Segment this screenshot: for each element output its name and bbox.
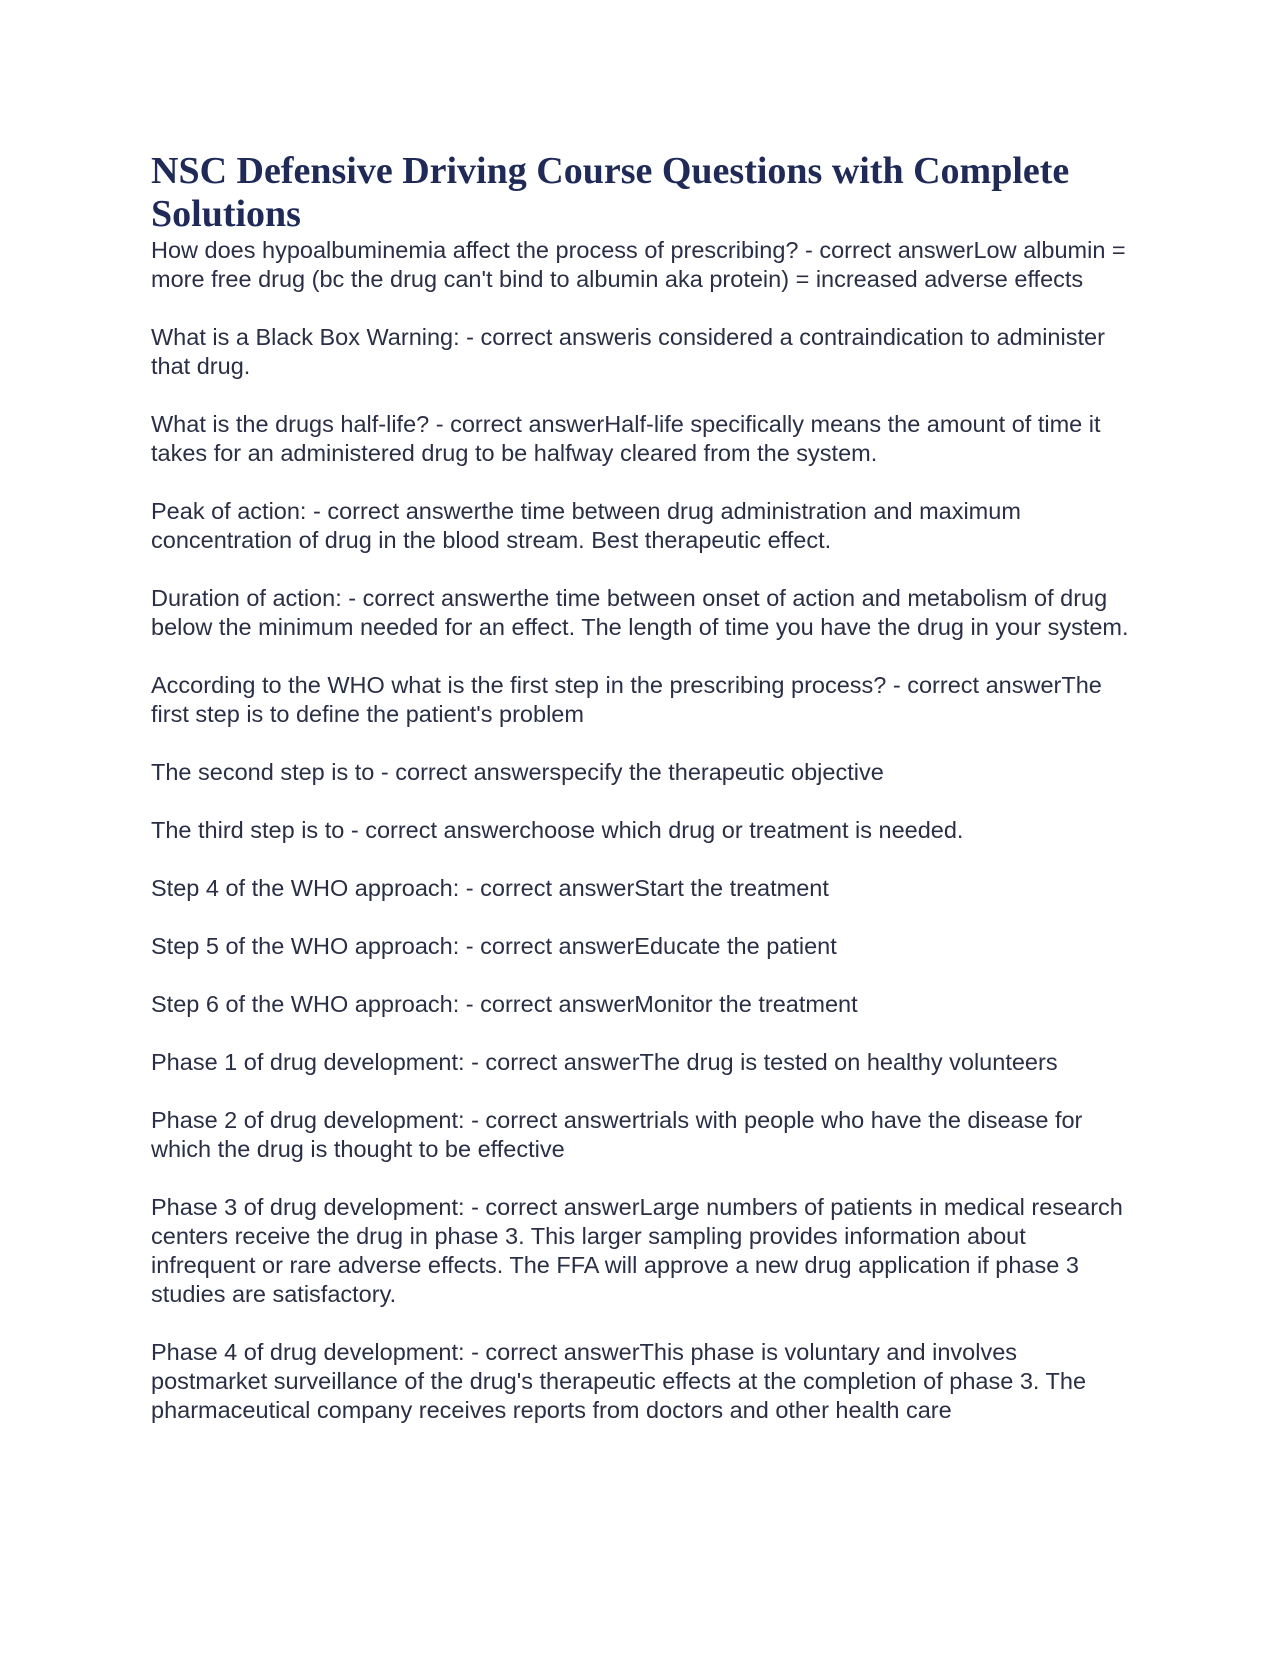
qa-entry: Phase 2 of drug development: - correct answertrials with people who have the disease for which the drug is thought to be effective xyxy=(151,1107,1083,1162)
qa-entry: What is a Black Box Warning: - correct answeris considered a contraindication to administer that drug. xyxy=(151,324,1105,379)
qa-entry: The third step is to - correct answerchoose which drug or treatment is needed. xyxy=(151,817,964,843)
document-page xyxy=(151,150,1131,1425)
qa-entry: How does hypoalbuminemia affect the process of prescribing? - correct answerLow albumin = more free drug (bc the drug can't bind to albumin aka protein) = increased adverse effects xyxy=(151,237,1126,292)
qa-entry: Phase 4 of drug development: - correct answerThis phase is voluntary and involves postmarket surveillance of the drug's therapeutic effects at the completion of phase 3. The pharmaceutical company receives reports from doctors and other health care xyxy=(151,1339,1087,1423)
document-title: NSC Defensive Driving Course Questions with Complete Solutions xyxy=(151,150,1070,235)
qa-entry: What is the drugs half-life? - correct answerHalf-life specifically means the amount of time it takes for an administered drug to be halfway cleared from the system. xyxy=(151,411,1101,466)
qa-entry: According to the WHO what is the first step in the prescribing process? - correct answerThe first step is to define the patient's problem xyxy=(151,672,1102,727)
qa-entry: Peak of action: - correct answerthe time between drug administration and maximum concentration of drug in the blood stream. Best therapeutic effect. xyxy=(151,498,1021,553)
qa-entry: Duration of action: - correct answerthe time between onset of action and metabolism of drug below the minimum needed for an effect. The length of time you have the drug in your system. xyxy=(151,585,1129,640)
qa-list xyxy=(151,236,1131,1425)
qa-entry: Step 6 of the WHO approach: - correct answerMonitor the treatment xyxy=(151,991,858,1017)
qa-entry: The second step is to - correct answerspecify the therapeutic objective xyxy=(151,759,884,785)
qa-entry: Phase 1 of drug development: - correct answerThe drug is tested on healthy volunteers xyxy=(151,1049,1058,1075)
qa-entry: Phase 3 of drug development: - correct answerLarge numbers of patients in medical research centers receive the drug in phase 3. This larger sampling provides information about infrequent or rare adverse effects. The FFA will approve a new drug application if phase 3 studies are satisfactory. xyxy=(151,1194,1123,1307)
qa-entry: Step 4 of the WHO approach: - correct answerStart the treatment xyxy=(151,875,829,901)
qa-entry: Step 5 of the WHO approach: - correct answerEducate the patient xyxy=(151,933,837,959)
